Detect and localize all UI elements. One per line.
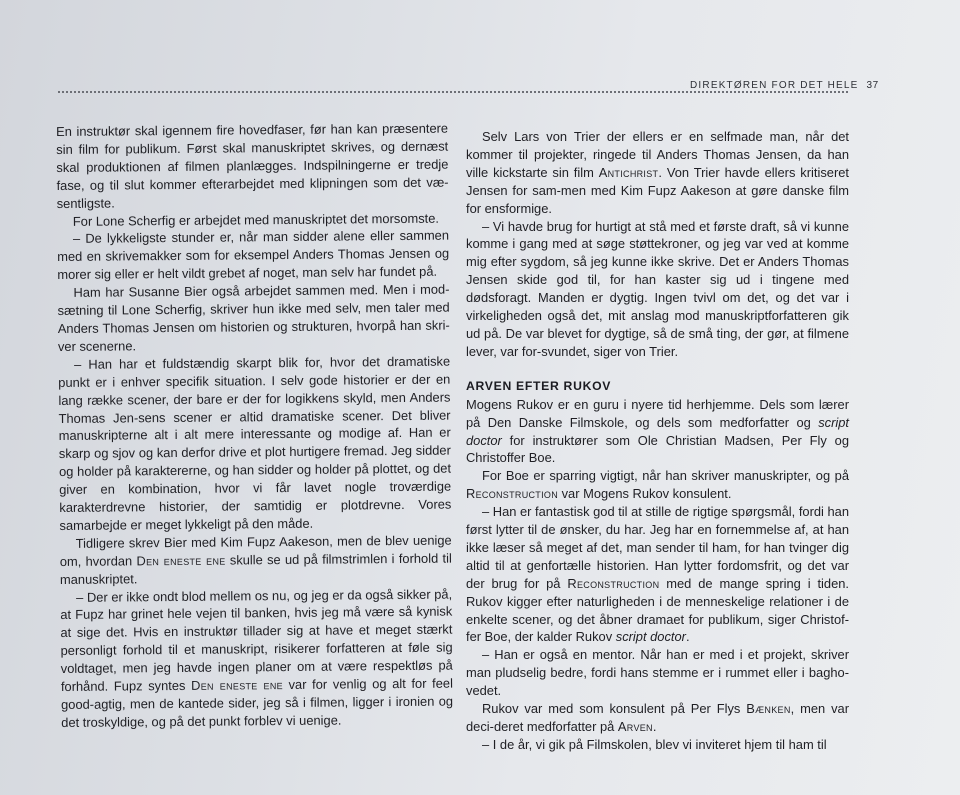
paragraph-text: – Han har et fuldstændig skarpt blik for, hvor det dramatiske punkt er i enhver specifik situation. I selv gode historier er der en lang række scener, der bare er der for logikkens skyld, men Anders Thomas Jen-sens scener er altid dramatiske scener. Det bliver manuskripterne alt i alt mere interessante og modige af. Han er skarp og sjov og kan derfor drive et plot hurtigere fremad. Jeg sidder og holder på karaktererne, og han sidder og holder på plottet, og det giver en kombination, hvor vi får lavet nogle troværdige karakterdrevne historier, der samtidig er plotdrevne. Vores samarbejde er meget lykkeligt på den måde. <box>58 353 452 533</box>
paragraph-text: – De lykkeligste stunder er, når man sidder alene eller sammen med en skrivemakker som for eksempel Anders Thomas Jensen og morer sig eller er helt vildt grebet af noget, man selv har fundet på. <box>57 228 450 283</box>
paragraph-text: . <box>652 719 657 734</box>
section-heading: ARVEN EFTER RUKOV <box>466 378 612 393</box>
paragraph-text: For Lone Scherfig er arbejdet med manuskriptet det morsomste. <box>72 210 440 229</box>
paragraph-text: var for venlig og alt for feel good-agtig, men de kantede sider, jeg så i filmen, ligger i ironien og det troskyldige, og på det punkt forblev vi uenige. <box>61 675 454 730</box>
paragraph-r8 <box>466 736 849 754</box>
paragraph-r5 <box>466 503 849 646</box>
paragraph-p1 <box>56 120 449 213</box>
paragraph-text: – I de år, vi gik på Filmskolen, blev vi inviteret hjem til ham til <box>482 736 827 752</box>
film-title: Den eneste ene <box>136 552 226 569</box>
page-number: 37 <box>866 80 879 91</box>
left-text-column <box>56 120 453 732</box>
italic-term: script doctor <box>466 414 849 448</box>
header-dotted-rule <box>58 91 848 93</box>
paragraph-p6 <box>60 531 452 588</box>
paragraph-text: , men var deci-deret medforfatter på <box>466 701 849 734</box>
right-text-column <box>466 128 849 754</box>
running-head <box>690 80 879 91</box>
paragraph-text: Ham har Susanne Bier også arbejdet sammen med. Men i mod-sætning til Lone Scherfig, skriver hun ikke med selv, men taler med Anders Thomas Jensen om historien og strukturen, hvorpå han skri-ver scenerne. <box>57 281 450 354</box>
paragraph-text: Mogens Rukov er en guru i nyere tid herhjemme. Dels som lærer på Den Danske Filmskole, og dels som medforfatter og <box>466 396 849 430</box>
paragraph-text: var Mogens Rukov konsulent. <box>558 486 732 502</box>
paragraph-text: Tidligere skrev Bier med Kim Fupz Aakeson, men de blev uenige om, hvordan <box>59 532 452 569</box>
running-head-title: DIREKTØREN FOR DET HELE <box>690 80 859 91</box>
right-column-before-heading <box>466 128 849 361</box>
paragraph-r3 <box>466 396 849 468</box>
paragraph-p3 <box>57 227 449 284</box>
paragraph-text: For Boe er sparring vigtigt, når han skriver manuskripter, og på <box>482 468 849 484</box>
paragraph-text: med de mange spring i tiden. Rukov kigger efter naturligheden i de menneskelige relationer i de enkelte scener, og det åbner dramaet for publikum, siger Christof-fer Boe, der kalder Rukov <box>466 575 850 645</box>
paragraph-r7 <box>466 700 849 736</box>
paragraph-text: for instruktører som Ole Christian Madsen, Per Fly og Christoffer Boe. <box>466 432 849 466</box>
paragraph-r1 <box>466 128 849 218</box>
film-title: Antichrist <box>598 164 659 180</box>
paragraph-text: – Vi havde brug for hurtigt at stå med et første draft, så vi kunne komme i gang med at søge støttekroner, og jeg var ved at komme mig efter sygdom, så jeg kunne ikke skrive. Det er Anders Thomas Jensen skide god til, for han kaster sig ud i tingene med dødsforagt. Manden er dygtig. Ingen tvivl om det, og det var i virkeligheden også det, mit anslag mod manuskriptforfatteren gik ud på. De var blevet for dygtige, så de små ting, der gør, at filmene lever, var for-svundet, siger von Trier. <box>466 218 849 359</box>
paragraph-r4 <box>466 467 849 503</box>
film-title: Den eneste ene <box>191 677 283 693</box>
film-title: Bænken <box>746 701 791 717</box>
film-title: Reconstruction <box>466 486 559 502</box>
paragraph-p7 <box>60 585 453 732</box>
paragraph-text: – Der er ikke ondt blod mellem os nu, og jeg er da også sikker på, at Fupz har grinet hele vejen til banken, hvis jeg må være så kynisk at sige det. Hvis en instruktør tillader sig at have et meget stærkt personligt forhold til et manuskript, risikerer forfatteren at føle sig voldtaget, men jeg havde ingen planer om at være respektløs på forhånd. Fupz syntes <box>60 586 453 695</box>
paragraph-text: – Han er fantastisk god til at stille de rigtige spørgsmål, fordi han først lytter til de ønsker, du har. Jeg har en fornemmelse af, at han ikke læser så meget af det, man sender til ham, for han tvinger dig altid til at genfortælle historien. Han lytter fordomsfrit, og det var der brug for på <box>466 504 849 591</box>
paragraph-text: . Von Trier havde ellers kritiseret Jensen for sam-men med Kim Fupz Aakeson at gøre danske film for ensformige. <box>466 164 850 216</box>
paragraph-text: Rukov var med som konsulent på Per Flys <box>482 701 747 717</box>
right-column-after-heading <box>466 396 849 754</box>
paragraph-text: Selv Lars von Trier der ellers er en selfmade man, når det kommer til projekter, ringede til Anders Thomas Jensen, da han ville kickstarte sin film <box>466 129 849 180</box>
paragraph-text: En instruktør skal igennem fire hovedfaser, før han kan præsentere sin film for publikum. Først skal manuskriptet skrives, og dernæst skal produktionen af filmen planlægges. Indspilningerne er tredje fase, og til slut kommer efterarbejdet med klipningen som det væ-sentligste. <box>56 120 449 211</box>
film-title: Reconstruction <box>567 575 660 591</box>
paragraph-p5 <box>58 352 452 534</box>
paragraph-r2 <box>466 218 849 361</box>
paragraph-text: – Han er også en mentor. Når han er med i et projekt, skriver man pludselig bedre, fordi hans stemme er i rummet eller i bagho-vedet. <box>466 647 849 699</box>
paragraph-text: skulle se ud på filmstrimlen i forhold til manuskriptet. <box>59 550 452 587</box>
paragraph-p4 <box>57 281 450 356</box>
italic-term: script doctor <box>615 629 686 645</box>
paragraph-text: . <box>685 629 690 645</box>
film-title: Arven <box>617 719 653 734</box>
paragraph-r6 <box>466 646 849 700</box>
